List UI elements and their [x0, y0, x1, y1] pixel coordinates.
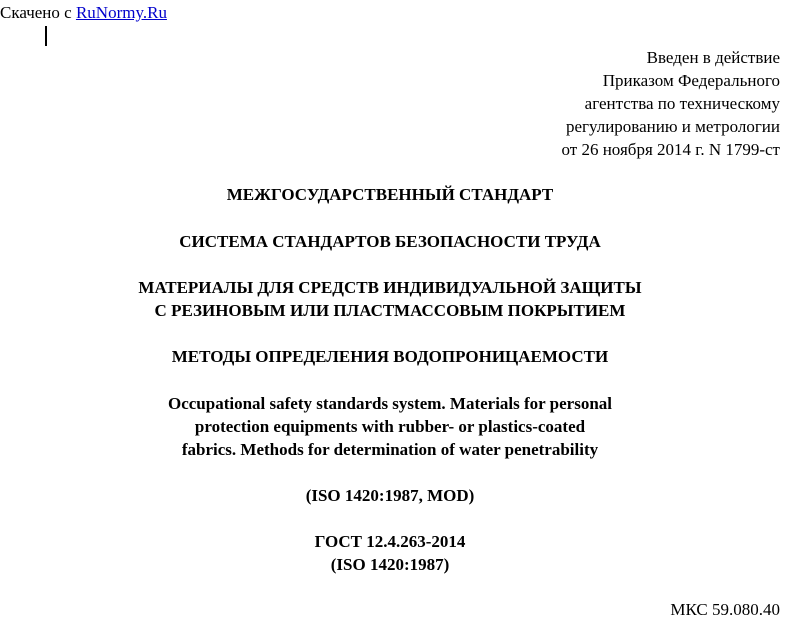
gost-line: ГОСТ 12.4.263-2014 [314, 532, 466, 551]
iso-mod-reference [0, 484, 780, 507]
text-cursor [45, 26, 47, 46]
source-link[interactable]: RuNormy.Ru [75, 3, 167, 22]
document-title [0, 276, 780, 322]
enactment-line: регулированию и метрологии [565, 117, 780, 136]
english-title-line: fabrics. Methods for determination of water penetrability [181, 440, 599, 459]
iso-mod-text: (ISO 1420:1987, MOD) [305, 486, 475, 505]
enactment-line: от 26 ноября 2014 г. N 1799-ст [561, 140, 780, 159]
source-prefix: Скачено с [0, 3, 76, 22]
english-title-line: protection equipments with rubber- or plastics-coated [194, 417, 586, 436]
system-text: СИСТЕМА СТАНДАРТОВ БЕЗОПАСНОСТИ ТРУДА [179, 232, 601, 251]
enactment-line: агентства по техническому [584, 94, 780, 113]
methods-text: МЕТОДЫ ОПРЕДЕЛЕНИЯ ВОДОПРОНИЦАЕМОСТИ [171, 347, 609, 366]
system-heading [0, 230, 780, 253]
source-line [0, 1, 167, 24]
title-line: С РЕЗИНОВЫМ ИЛИ ПЛАСТМАССОВЫМ ПОКРЫТИЕМ [154, 301, 626, 320]
enactment-line: Приказом Федерального [602, 71, 780, 90]
methods-heading [0, 345, 780, 368]
enactment-note [562, 46, 781, 161]
enactment-line: Введен в действие [646, 48, 780, 67]
standard-type-heading [0, 183, 780, 206]
gost-designation [0, 530, 780, 576]
mks-code: МКС 59.080.40 [670, 600, 780, 619]
english-title [0, 392, 780, 461]
title-line: МАТЕРИАЛЫ ДЛЯ СРЕДСТВ ИНДИВИДУАЛЬНОЙ ЗАЩИТЫ [138, 278, 642, 297]
gost-line: (ISO 1420:1987) [330, 555, 450, 574]
standard-type-text: МЕЖГОСУДАРСТВЕННЫЙ СТАНДАРТ [226, 185, 554, 204]
english-title-line: Occupational safety standards system. Materials for personal [167, 394, 613, 413]
